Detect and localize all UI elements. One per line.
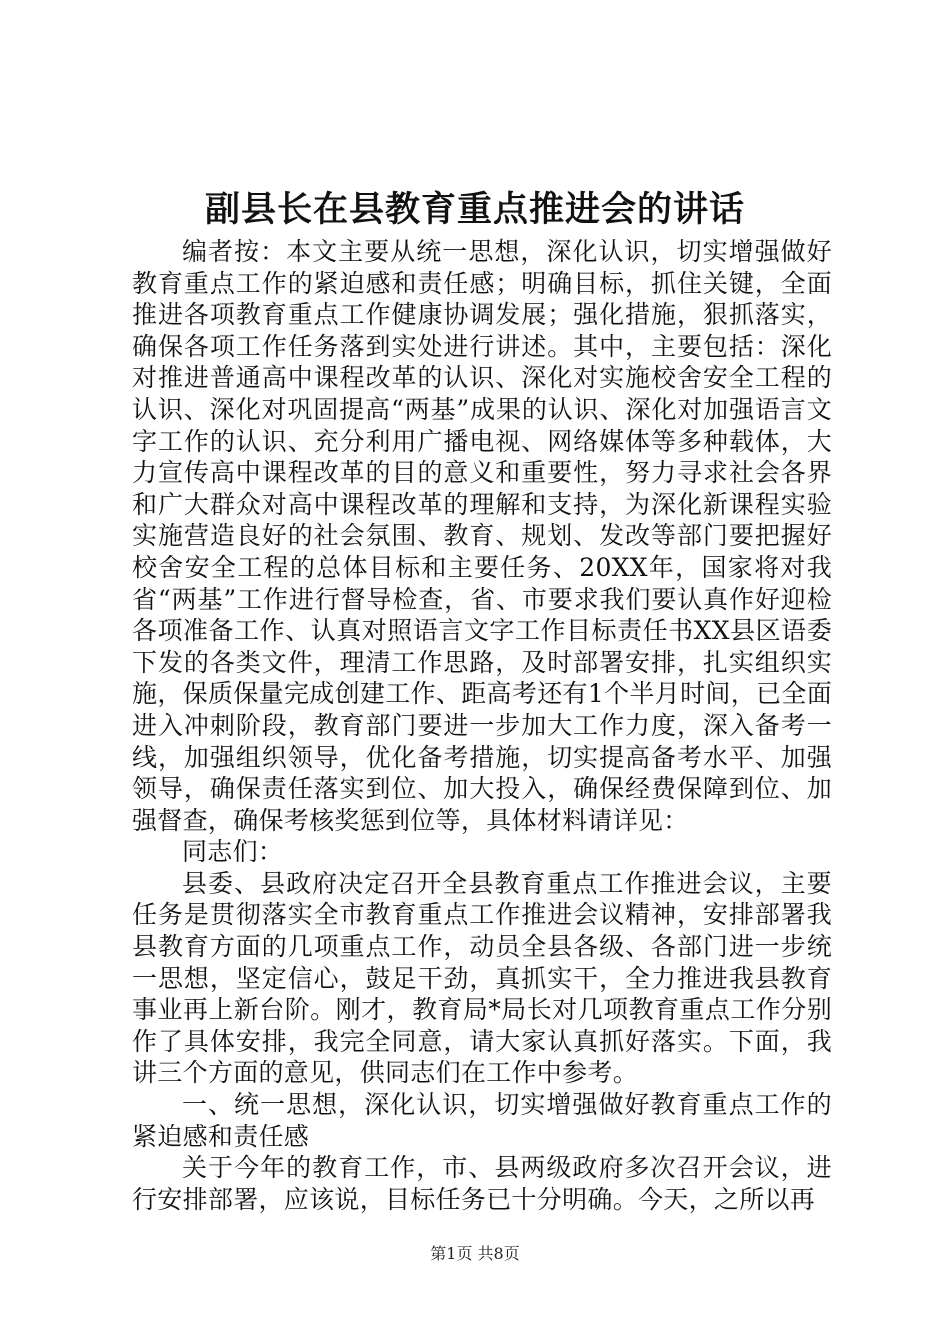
section-heading-paragraph: 一、统一思想，深化认识，切实增强做好教育重点工作的紧迫感和责任感 xyxy=(132,1090,832,1151)
salutation-paragraph: 同志们： xyxy=(182,837,284,867)
document-body xyxy=(132,236,832,1215)
page-footer: 第1页 共8页 xyxy=(430,1244,520,1263)
document-title: 副县长在县教育重点推进会的讲话 xyxy=(204,189,745,230)
editor-note-paragraph: 编者按：本文主要从统一思想，深化认识，切实增强做好教育重点工作的紧迫感和责任感；明确目标，抓住关键，全面推进各项教育重点工作健康协调发展；强化措施，狠抓落实，确保各项工作任务落到实处进行讲述。其中，主要包括：深化对推进普通高中课程改革的认识、深化对实施校舍安全工程的认识、深化对巩固提高“两基”成果的认识、深化对加强语言文字工作的认识、充分利用广播电视、网络媒体等多种载体，大力宣传高中课程改革的目的意义和重要性，努力寻求社会各界和广大群众对高中课程改革的理解和支持，为深化新课程实验实施营造良好的社会氛围、教育、规划、发改等部门要把握好校舍安全工程的总体目标和主要任务、20XX年，国家将对我省“两基”工作进行督导检查，省、市要求我们要认真作好迎检各项准备工作、认真对照语言文字工作目标责任书XX县区语委下发的各类文件，理清工作思路，及时部署安排，扎实组织实施，保质保量完成创建工作、距高考还有1个半月时间，已全面进入冲刺阶段，教育部门要进一步加大工作力度，深入备考一线，加强组织领导，优化备考措施，切实提高备考水平、加强领导，确保责任落实到位、加大投入，确保经费保障到位、加强督查，确保考核奖惩到位等，具体材料请详见： xyxy=(132,237,832,835)
section-body-paragraph: 关于今年的教育工作，市、县两级政府多次召开会议，进行安排部署，应该说，目标任务已十分明确。今天，之所以再 xyxy=(132,1153,832,1214)
intro-paragraph: 县委、县政府决定召开全县教育重点工作推进会议，主要任务是贯彻落实全市教育重点工作推进会议精神，安排部署我县教育方面的几项重点工作，动员全县各级、各部门进一步统一思想，坚定信心，鼓足干劲，真抓实干，全力推进我县教育事业再上新台阶。刚才，教育局*局长对几项教育重点工作分别作了具体安排，我完全同意，请大家认真抓好落实。下面，我讲三个方面的意见，供同志们在工作中参考。 xyxy=(132,868,832,1088)
